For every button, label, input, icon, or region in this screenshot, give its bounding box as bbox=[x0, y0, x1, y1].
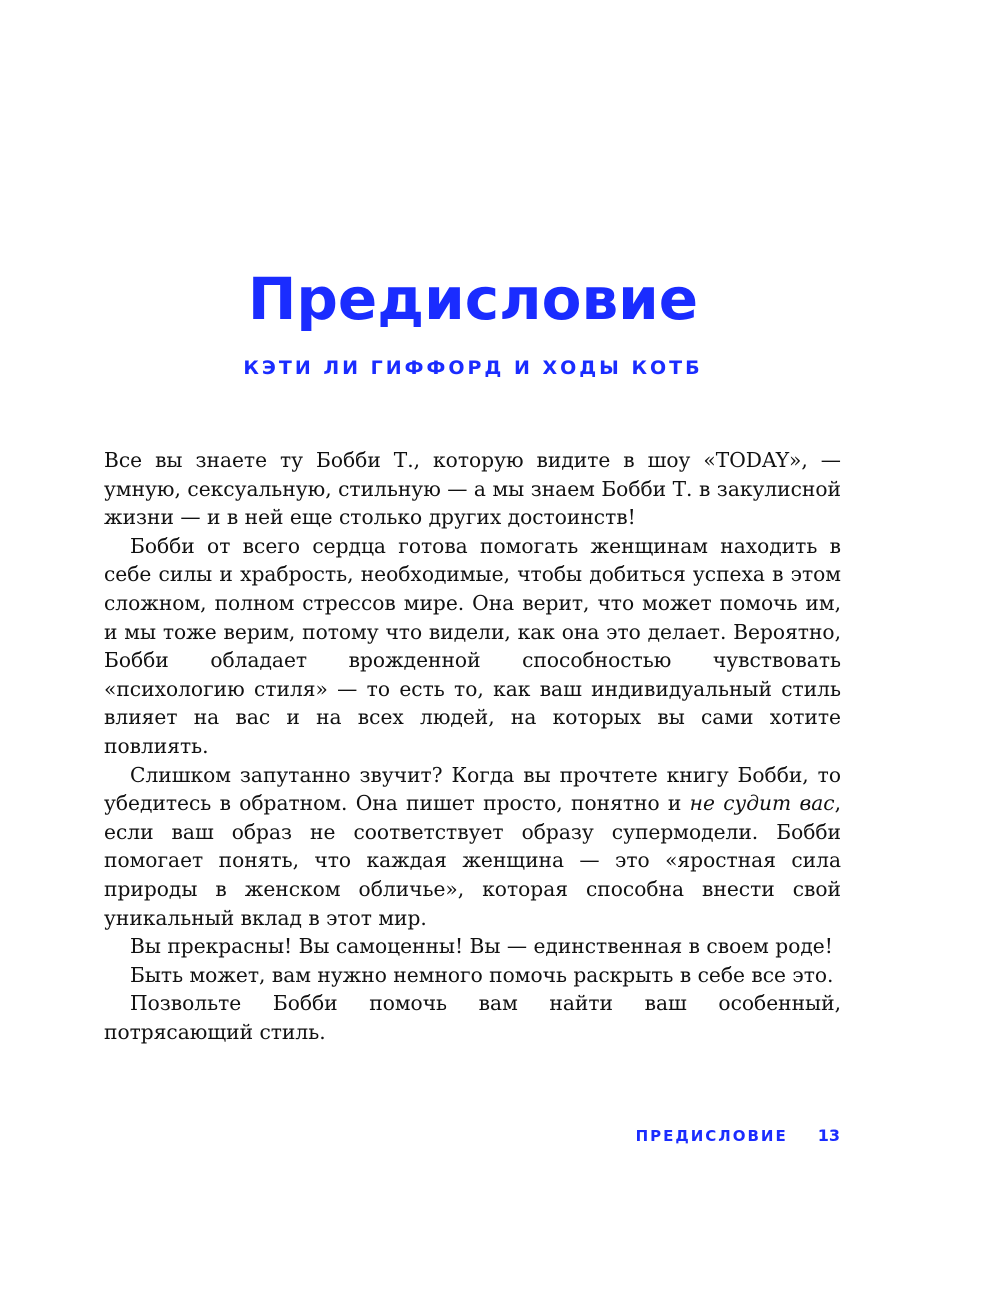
paragraph-3-start: Слишком запутанно звучит? Когда вы прочтете книгу Бобби, то убедитесь в обратном. Она пишет просто, понятно и bbox=[104, 762, 841, 816]
paragraph-3-end: , если ваш образ не соответствует образу супермодели. Бобби помогает понять, что каждая женщина — это «яростная сила природы в женском обличье», которая способна внести свой уникальный вклад в этот мир. bbox=[104, 791, 841, 930]
paragraph-6: Позвольте Бобби помочь вам найти ваш особенный, потрясающий стиль. bbox=[104, 991, 841, 1044]
chapter-title: Предисловие bbox=[247, 265, 699, 333]
paragraph-5: Быть может, вам нужно немного помочь раскрыть в себе все это. bbox=[130, 962, 834, 987]
paragraph-3-emphasis: не судит вас bbox=[689, 791, 835, 816]
page-footer bbox=[636, 1125, 840, 1147]
paragraph-4: Вы прекрасны! Вы самоценны! Вы — единственная в своем роде! bbox=[130, 934, 833, 959]
paragraph-1: Все вы знаете ту Бобби Т., которую видите в шоу «TODAY», — умную, сексуальную, стильную — а мы знаем Бобби Т. в закулисной жизни — и в ней еще столько других достоинств! bbox=[104, 448, 841, 530]
paragraph-2: Бобби от всего сердца готова помогать женщинам находить в себе силы и храбрость, необходимые, чтобы добиться успеха в этом сложном, полном стрессов мире. Она верит, что может помочь им, и мы тоже верим, потому что видели, как она это делает. Вероятно, Бобби обладает врожденной способностью чувствовать «психологию стиля» — то есть то, как ваш индивидуальный стиль влияет на вас и на всех людей, на которых вы сами хотите повлиять. bbox=[104, 533, 841, 758]
paragraph-3 bbox=[104, 761, 841, 933]
page-number: 13 bbox=[817, 1126, 840, 1145]
body-text bbox=[104, 446, 841, 1046]
running-head: ПРЕДИСЛОВИЕ bbox=[635, 1127, 788, 1145]
chapter-authors: КЭТИ ЛИ ГИФФОРД И ХОДЫ КОТБ bbox=[243, 357, 703, 379]
